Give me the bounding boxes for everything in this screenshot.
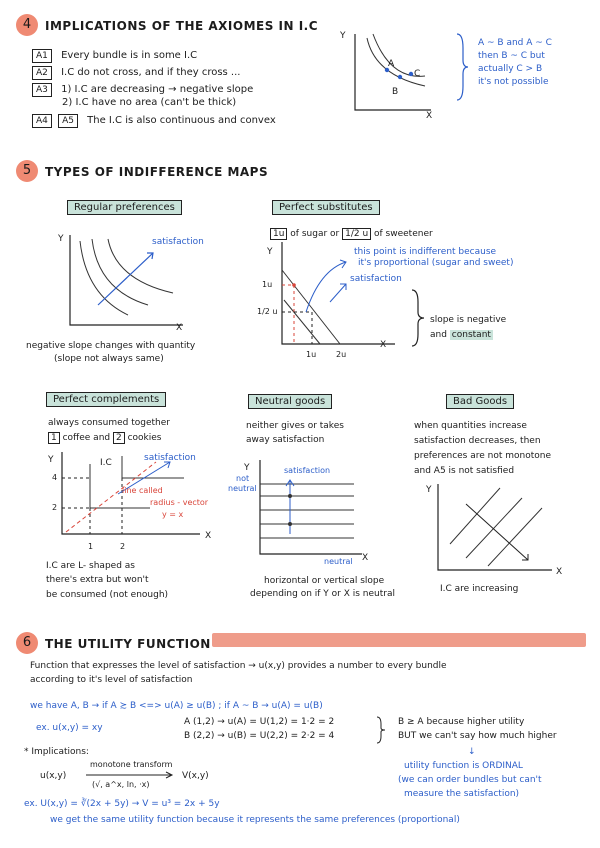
brace-icon	[455, 32, 469, 102]
substitutes-tick-x-1: 1u	[306, 350, 317, 359]
substitutes-satisfaction-label: satisfaction	[350, 274, 402, 284]
point-a-label: A	[388, 59, 395, 69]
bad-goods-tag: Bad Goods	[446, 394, 514, 409]
section-6-title: THE UTILITY FUNCTION	[45, 637, 211, 651]
neutral-axis-label: neutral	[324, 557, 353, 566]
complements-tick-x-2: 2	[120, 542, 126, 551]
axiom-label: A2	[32, 66, 52, 80]
perfect-substitutes-tag: Perfect substitutes	[272, 200, 380, 215]
substitutes-note-1: this point is indifferent because	[354, 247, 497, 257]
implications-heading: * Implications:	[24, 747, 89, 757]
axiom-label: A4	[32, 114, 52, 128]
brace-icon	[410, 288, 426, 348]
neutral-goods-tag: Neutral goods	[248, 394, 332, 409]
neutral-y-label: Y	[244, 463, 250, 473]
axiom-label: A5	[58, 114, 78, 128]
axiom-a3-line2: 2) I.C have no area (can't be thick)	[62, 97, 237, 108]
ordinal-sub-1: (we can order bundles but can't	[398, 775, 542, 785]
graph-y-label: Y	[340, 31, 346, 41]
neutral-caption-1: horizontal or vertical slope	[264, 576, 385, 586]
axiom-a4-a5	[32, 114, 276, 130]
section-5-number: 5	[16, 160, 38, 182]
substitutes-note-2: it's proportional (sugar and sweet)	[358, 258, 514, 268]
transform-right: V(x,y)	[182, 771, 209, 781]
example-1-d: BUT we can't say how much higher	[398, 731, 557, 741]
complements-satisfaction-label: satisfaction	[144, 453, 196, 463]
section-5-title: TYPES OF INDIFFERENCE MAPS	[45, 165, 269, 179]
axiom-label: A3	[32, 83, 52, 97]
substitutes-side-note-2: and constant	[430, 330, 491, 340]
radius-vector-note-1: line called	[122, 486, 163, 495]
axiom-label: A1	[32, 49, 52, 63]
axiom-text: I.C do not cross, and if they cross ...	[61, 67, 241, 78]
crossing-ic-graph	[345, 30, 435, 115]
bad-x-label: X	[556, 567, 563, 577]
transform-arrow-icon	[86, 772, 176, 778]
not-neutral-label-1: not	[236, 474, 250, 483]
regular-preferences-tag: Regular preferences	[67, 200, 182, 215]
bad-text-2: satisfaction decreases, then	[414, 436, 541, 446]
substitutes-tick-x-2: 2u	[336, 350, 347, 359]
point-b-label: B	[392, 87, 399, 97]
bad-text-1: when quantities increase	[414, 421, 527, 431]
bad-text-3: preferences are not monotone	[414, 451, 552, 461]
section-4-note: A ~ B and A ~ C then B ~ C but actually C > B it's not possible	[478, 38, 552, 87]
regular-y-label: Y	[58, 234, 64, 244]
transform-left: u(x,y)	[40, 771, 67, 781]
utility-definition-1: Function that expresses the level of satisfaction → u(x,y) provides a number to every bundle	[30, 661, 447, 671]
complements-y-label: Y	[48, 455, 54, 465]
complements-tick-y-4: 4	[52, 473, 58, 482]
example-1-b: B (2,2) → u(B) = U(2,2) = 2·2 = 4	[184, 731, 335, 741]
example-1-c: B ≥ A because higher utility	[398, 717, 525, 727]
regular-x-label: X	[176, 323, 183, 333]
regular-caption-2: (slope not always same)	[54, 354, 164, 364]
brace-icon	[376, 716, 388, 744]
regular-caption-1: negative slope changes with quantity	[26, 341, 196, 351]
complements-caption-1: I.C are L- shaped as	[46, 561, 135, 571]
neutral-text-2: away satisfaction	[246, 435, 325, 445]
radius-vector-note-3: y = x	[162, 510, 184, 519]
ordinal-arrow: ↓	[468, 747, 476, 757]
complements-caption-2: there's extra but won't	[46, 575, 149, 585]
regular-preferences-graph	[68, 235, 188, 335]
axiom-list	[32, 49, 276, 130]
ordinal-title: utility function is ORDINAL	[404, 761, 523, 771]
complements-ic-label: I.C	[100, 458, 112, 468]
section-4-title: IMPLICATIONS OF THE AXIOMES IN I.C	[45, 19, 319, 33]
axiom-text: Every bundle is in some I.C	[61, 50, 198, 61]
ordinal-sub-2: measure the satisfaction)	[404, 789, 520, 799]
section-6-number: 6	[16, 632, 38, 654]
axiom-a2	[32, 66, 276, 83]
bad-text-4: and A5 is not satisfied	[414, 466, 515, 476]
complements-tick-x-1: 1	[88, 542, 94, 551]
complements-tick-y-2: 2	[52, 503, 58, 512]
example-2: ex. U(x,y) = ∛(2x + 5y) → V = u³ = 2x + 5y	[24, 799, 220, 809]
complements-text-2: 1 coffee and 2 cookies	[48, 432, 161, 444]
not-neutral-label-2: neutral	[228, 484, 257, 493]
section-6-title-bar	[212, 633, 586, 647]
axiom-text: 1) I.C are decreasing → negative slope	[61, 84, 254, 95]
substitutes-tick-y-2: 1/2 u	[257, 307, 278, 316]
example-2-conclusion: we get the same utility function because it represents the same preferences (proportional)	[50, 815, 460, 825]
neutral-satisfaction-label: satisfaction	[284, 466, 331, 475]
substitutes-line: 1u of sugar or 1/2 u of sweetener	[270, 228, 433, 240]
section-4-number: 4	[16, 14, 38, 36]
bad-goods-graph	[436, 484, 556, 574]
bad-caption: I.C are increasing	[440, 584, 519, 594]
graph-x-label: X	[426, 111, 433, 121]
axiom-text: The I.C is also continuous and convex	[87, 115, 276, 126]
regular-satisfaction-label: satisfaction	[152, 237, 204, 247]
neutral-caption-2: depending on if Y or X is neutral	[250, 589, 395, 599]
axiom-a1	[32, 49, 276, 66]
axiom-a3	[32, 83, 276, 96]
perfect-substitutes-graph	[280, 240, 400, 350]
preference-utility-line: we have A, B → if A ≿ B <=> u(A) ≥ u(B) ; if A ~ B → u(A) = u(B)	[30, 701, 323, 711]
utility-definition-2: according to it's level of satisfaction	[30, 675, 193, 685]
example-1-a: A (1,2) → u(A) = U(1,2) = 1·2 = 2	[184, 717, 335, 727]
bad-y-label: Y	[426, 485, 432, 495]
neutral-text-1: neither gives or takes	[246, 421, 344, 431]
neutral-x-label: X	[362, 553, 369, 563]
substitutes-y-label: Y	[267, 247, 273, 257]
substitutes-tick-y-1: 1u	[262, 280, 273, 289]
radius-vector-note-2: radius - vector	[150, 498, 209, 507]
point-c-label: C	[414, 69, 421, 79]
substitutes-x-label: X	[380, 340, 387, 350]
substitutes-side-note-1: slope is negative	[430, 315, 507, 325]
transform-bottom: (√, a^x, ln, ·x)	[92, 780, 150, 789]
complements-text-1: always consumed together	[48, 418, 170, 428]
perfect-complements-graph	[60, 452, 210, 542]
transform-top: monotone transform	[90, 760, 173, 769]
example-1: ex. u(x,y) = xy	[36, 723, 103, 733]
complements-caption-3: be consumed (not enough)	[46, 590, 169, 600]
perfect-complements-tag: Perfect complements	[46, 392, 166, 407]
complements-x-label: X	[205, 531, 212, 541]
